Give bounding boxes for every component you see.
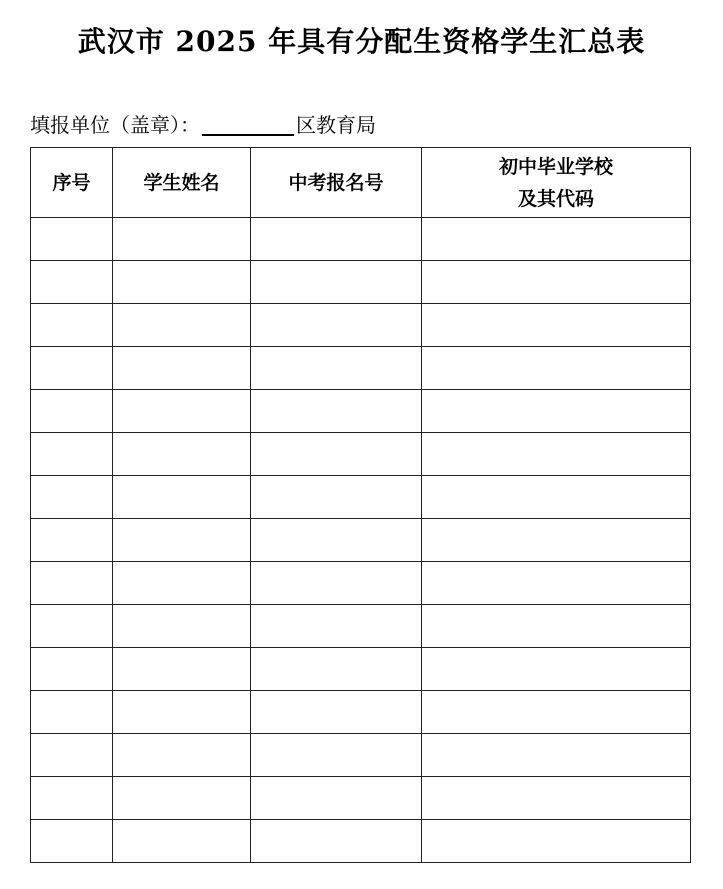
cell-serial-number	[31, 304, 113, 347]
header-graduation-school-line2: 及其代码	[517, 187, 594, 210]
cell-graduation-school	[422, 562, 691, 605]
header-graduation-school-line1: 初中毕业学校	[498, 155, 613, 178]
cell-serial-number	[31, 820, 113, 863]
cell-serial-number	[31, 347, 113, 390]
cell-graduation-school	[422, 734, 691, 777]
document-title: 武汉市 2025 年具有分配生资格学生汇总表	[77, 25, 646, 58]
cell-graduation-school	[422, 519, 691, 562]
cell-exam-registration-number	[251, 734, 422, 777]
fill-unit-suffix: 区教育局	[296, 113, 376, 137]
cell-serial-number	[31, 519, 113, 562]
table-row	[31, 390, 691, 433]
cell-graduation-school	[422, 261, 691, 304]
cell-exam-registration-number	[251, 648, 422, 691]
cell-serial-number	[31, 433, 113, 476]
cell-student-name	[113, 476, 251, 519]
cell-student-name	[113, 777, 251, 820]
table-row	[31, 218, 691, 261]
cell-exam-registration-number	[251, 218, 422, 261]
cell-student-name	[113, 605, 251, 648]
fill-unit-blank	[202, 110, 294, 136]
cell-exam-registration-number	[251, 691, 422, 734]
cell-graduation-school	[422, 605, 691, 648]
cell-exam-registration-number	[251, 605, 422, 648]
cell-graduation-school	[422, 433, 691, 476]
cell-graduation-school	[422, 304, 691, 347]
cell-exam-registration-number	[251, 304, 422, 347]
cell-serial-number	[31, 562, 113, 605]
cell-student-name	[113, 562, 251, 605]
table-row	[31, 562, 691, 605]
table-row	[31, 476, 691, 519]
cell-student-name	[113, 648, 251, 691]
table-row	[31, 648, 691, 691]
cell-student-name	[113, 734, 251, 777]
table-row	[31, 820, 691, 863]
cell-serial-number	[31, 605, 113, 648]
student-summary-table	[30, 147, 691, 863]
cell-exam-registration-number	[251, 820, 422, 863]
cell-student-name	[113, 218, 251, 261]
cell-exam-registration-number	[251, 476, 422, 519]
cell-exam-registration-number	[251, 433, 422, 476]
cell-exam-registration-number	[251, 562, 422, 605]
header-serial-number: 序号	[31, 148, 113, 218]
fill-unit-line	[30, 110, 376, 140]
cell-graduation-school	[422, 691, 691, 734]
cell-serial-number	[31, 390, 113, 433]
cell-exam-registration-number	[251, 261, 422, 304]
cell-exam-registration-number	[251, 519, 422, 562]
cell-graduation-school	[422, 777, 691, 820]
cell-graduation-school	[422, 347, 691, 390]
table-row	[31, 347, 691, 390]
cell-serial-number	[31, 777, 113, 820]
table-row	[31, 433, 691, 476]
table-row	[31, 605, 691, 648]
cell-student-name	[113, 519, 251, 562]
cell-student-name	[113, 304, 251, 347]
table-row	[31, 304, 691, 347]
cell-exam-registration-number	[251, 347, 422, 390]
table-row	[31, 691, 691, 734]
cell-student-name	[113, 691, 251, 734]
table-row	[31, 734, 691, 777]
cell-student-name	[113, 261, 251, 304]
table-body	[31, 218, 691, 863]
cell-serial-number	[31, 691, 113, 734]
cell-exam-registration-number	[251, 390, 422, 433]
header-graduation-school	[422, 148, 691, 218]
fill-unit-label: 填报单位（盖章）：	[30, 113, 200, 137]
cell-serial-number	[31, 218, 113, 261]
cell-serial-number	[31, 734, 113, 777]
table-header-row	[31, 148, 691, 218]
cell-graduation-school	[422, 820, 691, 863]
header-student-name: 学生姓名	[113, 148, 251, 218]
cell-serial-number	[31, 261, 113, 304]
cell-student-name	[113, 347, 251, 390]
cell-student-name	[113, 820, 251, 863]
table-row	[31, 519, 691, 562]
cell-graduation-school	[422, 218, 691, 261]
cell-graduation-school	[422, 390, 691, 433]
table-row	[31, 261, 691, 304]
cell-graduation-school	[422, 476, 691, 519]
cell-graduation-school	[422, 648, 691, 691]
cell-exam-registration-number	[251, 777, 422, 820]
cell-serial-number	[31, 648, 113, 691]
table-row	[31, 777, 691, 820]
cell-student-name	[113, 390, 251, 433]
header-exam-registration-number: 中考报名号	[251, 148, 422, 218]
cell-student-name	[113, 433, 251, 476]
cell-serial-number	[31, 476, 113, 519]
